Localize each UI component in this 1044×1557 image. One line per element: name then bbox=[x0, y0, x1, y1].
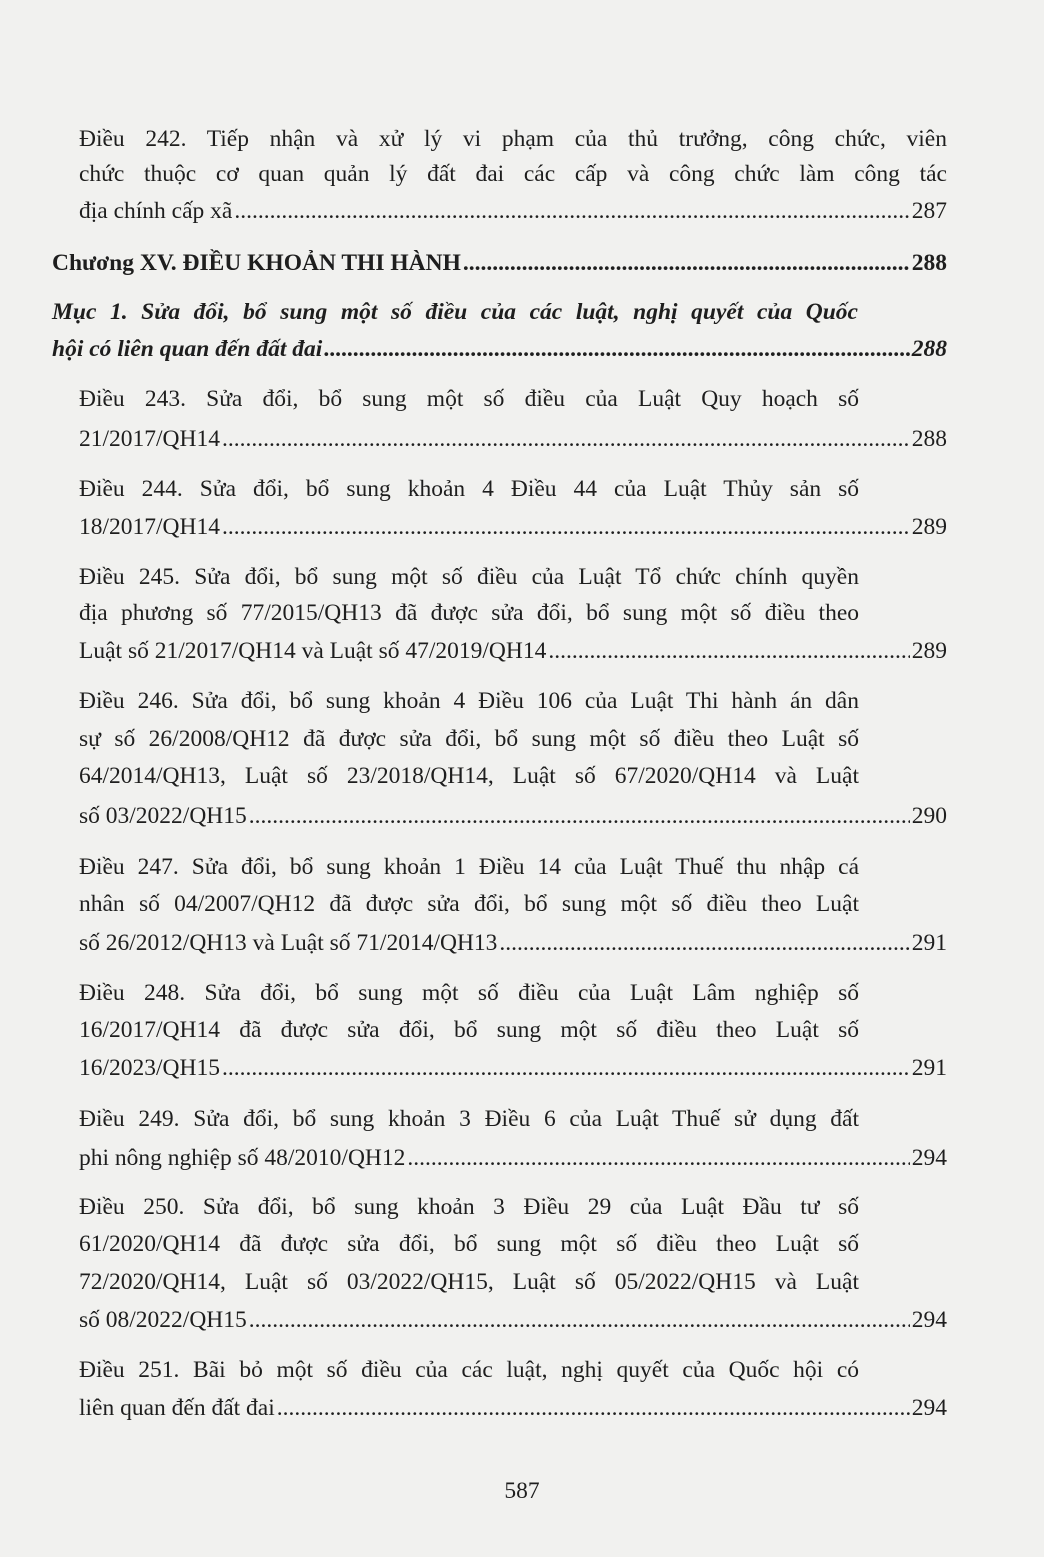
section-title: hội có liên quan đến đất đai bbox=[52, 336, 323, 362]
toc-entry-leader-line bbox=[79, 636, 947, 666]
toc-entry-leader-line bbox=[79, 424, 947, 454]
toc-page-number: 288 bbox=[911, 250, 947, 276]
toc-entry-line: 64/2014/QH13, Luật số 23/2018/QH14, Luật số 67/2020/QH14 và Luật bbox=[79, 763, 859, 789]
toc-entry-text: liên quan đến đất đai bbox=[79, 1395, 275, 1421]
toc-entry-leader-line bbox=[79, 1305, 947, 1335]
toc-entry-leader-line bbox=[79, 196, 947, 226]
toc-entry-leader-line bbox=[79, 801, 947, 831]
toc-entry-text: Luật số 21/2017/QH14 và Luật số 47/2019/QH14 bbox=[79, 638, 547, 664]
chapter-title: Chương XV. ĐIỀU KHOẢN THI HÀNH bbox=[52, 250, 461, 276]
toc-entry-line: Điều 246. Sửa đổi, bổ sung khoản 4 Điều 106 của Luật Thi hành án dân bbox=[79, 688, 859, 714]
toc-page-number: 291 bbox=[911, 1055, 947, 1081]
toc-entry-text: 18/2017/QH14 bbox=[79, 514, 220, 540]
toc-page-number: 290 bbox=[911, 803, 947, 829]
section-heading-leader-line bbox=[52, 334, 947, 364]
section-heading-line: Mục 1. Sửa đổi, bổ sung một số điều của các luật, nghị quyết của Quốc bbox=[52, 299, 858, 325]
chapter-heading bbox=[52, 248, 947, 278]
toc-entry-line: 61/2020/QH14 đã được sửa đổi, bổ sung một số điều theo Luật số bbox=[79, 1231, 859, 1257]
toc-entry-line: Điều 244. Sửa đổi, bổ sung khoản 4 Điều 44 của Luật Thủy sản số bbox=[79, 476, 859, 502]
toc-entry-text: phi nông nghiệp số 48/2010/QH12 bbox=[79, 1145, 406, 1171]
toc-entry-line: nhân số 04/2007/QH12 đã được sửa đổi, bổ sung một số điều theo Luật bbox=[79, 891, 859, 917]
toc-entry-line: 16/2017/QH14 đã được sửa đổi, bổ sung một số điều theo Luật số bbox=[79, 1017, 859, 1043]
toc-page-number: 288 bbox=[911, 426, 947, 452]
toc-entry-line: chức thuộc cơ quan quản lý đất đai các cấp và công chức làm công tác bbox=[79, 161, 947, 187]
toc-entry-text: địa chính cấp xã bbox=[79, 198, 233, 224]
toc-entry-leader-line bbox=[79, 1393, 947, 1423]
toc-entry-line: Điều 248. Sửa đổi, bổ sung một số điều của Luật Lâm nghiệp số bbox=[79, 980, 859, 1006]
toc-entry-line: Điều 251. Bãi bỏ một số điều của các luật, nghị quyết của Quốc hội có bbox=[79, 1357, 859, 1383]
toc-entry-line: 72/2020/QH14, Luật số 03/2022/QH15, Luật số 05/2022/QH15 và Luật bbox=[79, 1269, 859, 1295]
toc-page-number: 288 bbox=[911, 336, 947, 362]
toc-entry-leader-line bbox=[79, 512, 947, 542]
toc-page-number: 287 bbox=[911, 198, 947, 224]
toc-page-number: 289 bbox=[911, 514, 947, 540]
toc-entry-line: Điều 245. Sửa đổi, bổ sung một số điều của Luật Tổ chức chính quyền bbox=[79, 564, 859, 590]
toc-entry-line: Điều 250. Sửa đổi, bổ sung khoản 3 Điều 29 của Luật Đầu tư số bbox=[79, 1194, 859, 1220]
toc-entry-text: 21/2017/QH14 bbox=[79, 426, 220, 452]
toc-entry-line: Điều 247. Sửa đổi, bổ sung khoản 1 Điều 14 của Luật Thuế thu nhập cá bbox=[79, 854, 859, 880]
toc-entry-text: 16/2023/QH15 bbox=[79, 1055, 220, 1081]
toc-entry-line: Điều 243. Sửa đổi, bổ sung một số điều của Luật Quy hoạch số bbox=[79, 386, 859, 412]
toc-page-number: 289 bbox=[911, 638, 947, 664]
toc-entry-leader-line bbox=[79, 1053, 947, 1083]
toc-page-number: 294 bbox=[911, 1395, 947, 1421]
toc-entry-line: địa phương số 77/2015/QH13 đã được sửa đổi, bổ sung một số điều theo bbox=[79, 600, 859, 626]
toc-entry-text: số 03/2022/QH15 bbox=[79, 803, 247, 829]
toc-entry-line: Điều 242. Tiếp nhận và xử lý vi phạm của thủ trưởng, công chức, viên bbox=[79, 126, 947, 152]
page-number: 587 bbox=[504, 1478, 540, 1504]
toc-entry-text: số 26/2012/QH13 và Luật số 71/2014/QH13 bbox=[79, 930, 498, 956]
toc-page-number: 294 bbox=[911, 1145, 947, 1171]
toc-entry-leader-line bbox=[79, 1143, 947, 1173]
toc-entry-text: số 08/2022/QH15 bbox=[79, 1307, 247, 1333]
toc-entry-line: Điều 249. Sửa đổi, bổ sung khoản 3 Điều 6 của Luật Thuế sử dụng đất bbox=[79, 1106, 859, 1132]
toc-page-number: 291 bbox=[911, 930, 947, 956]
toc-entry-leader-line bbox=[79, 928, 947, 958]
toc-entry-line: sự số 26/2008/QH12 đã được sửa đổi, bổ sung một số điều theo Luật số bbox=[79, 726, 859, 752]
toc-page-number: 294 bbox=[911, 1307, 947, 1333]
